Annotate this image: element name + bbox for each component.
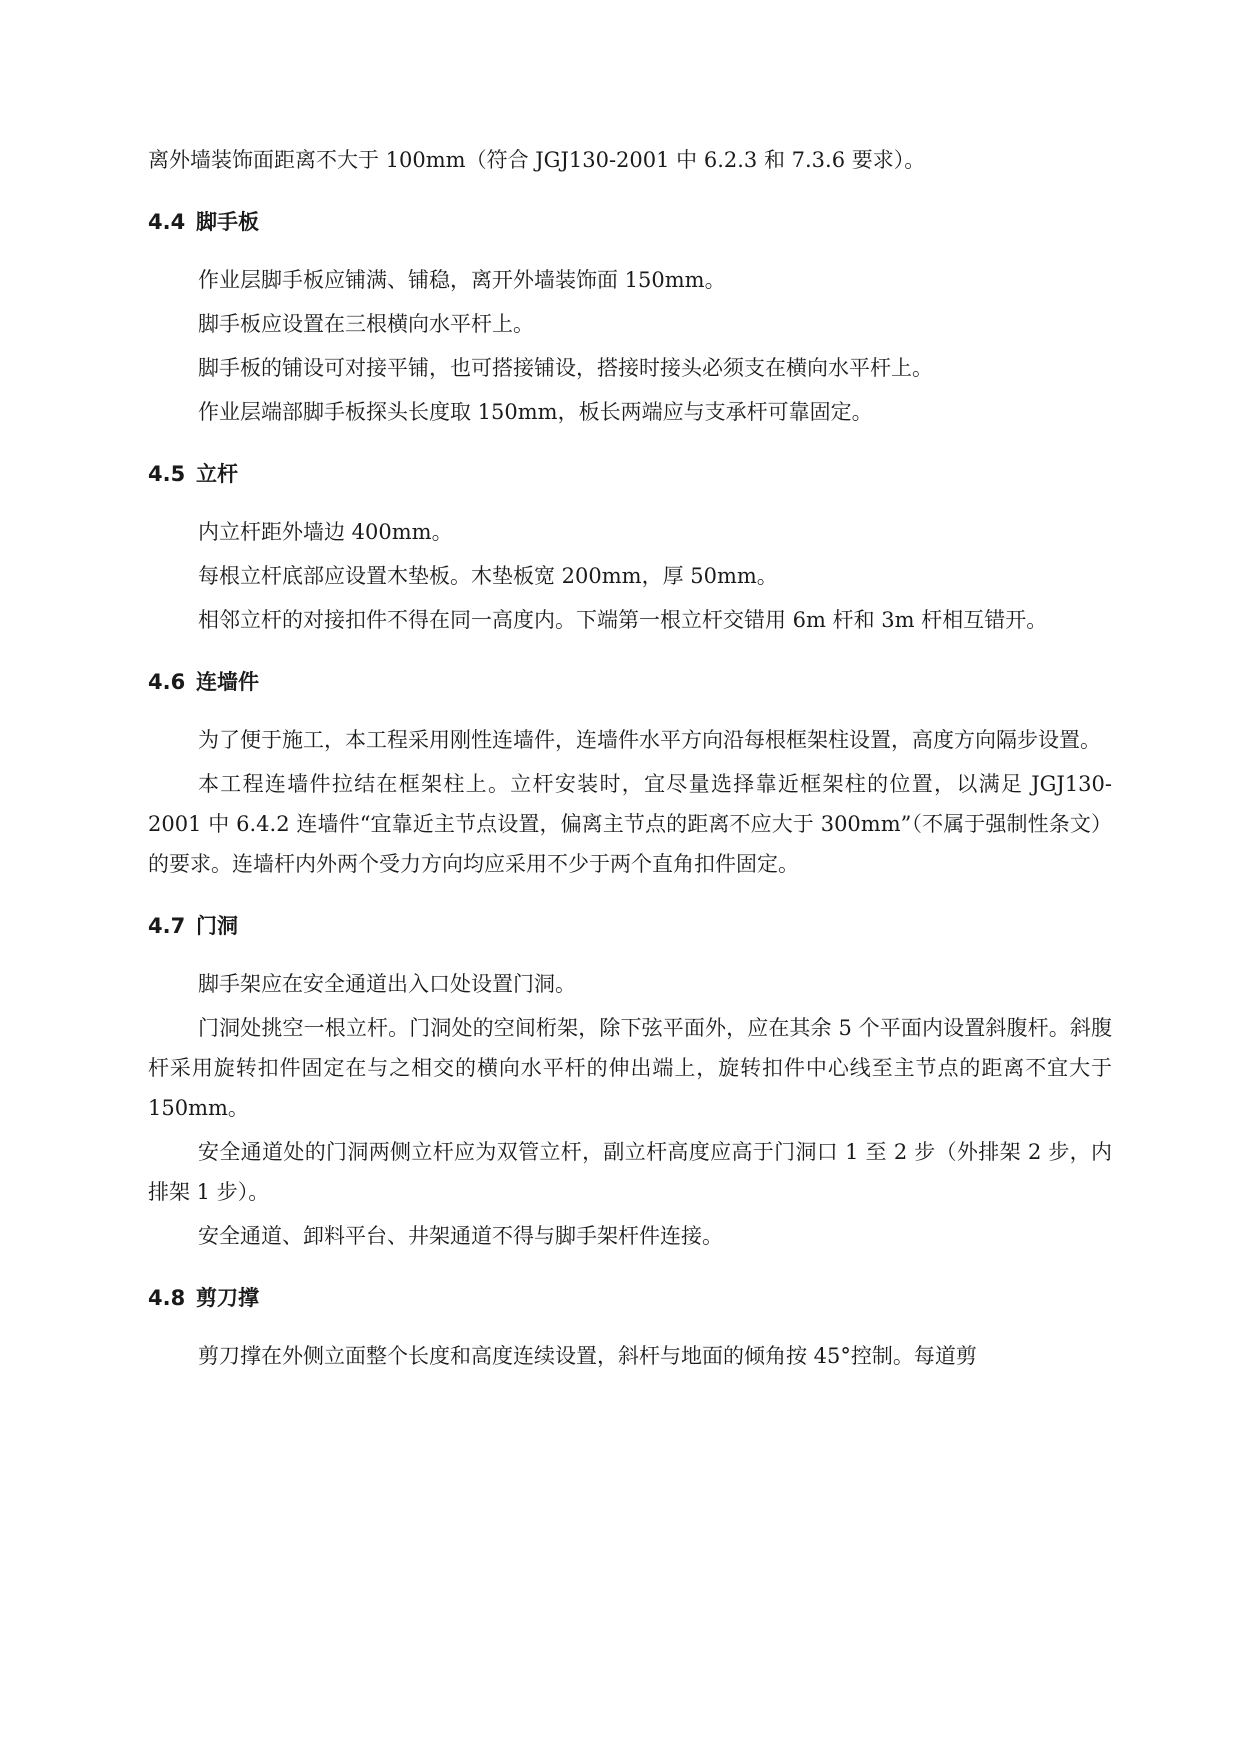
- section-number: 4.6: [148, 670, 186, 694]
- paragraph: 脚手板的铺设可对接平铺，也可搭接铺设，搭接时接头必须支在横向水平杆上。: [198, 356, 933, 380]
- paragraph: 剪刀撑在外侧立面整个长度和高度连续设置，斜杆与地面的倾角按 45°控制。每道剪: [198, 1344, 977, 1368]
- paragraph: 安全通道处的门洞两侧立杆应为双管立杆，副立杆高度应高于门洞口 1 至 2 步（外排架 2 步，内排架 1 步）。: [148, 1140, 1112, 1204]
- paragraph: 脚手架应在安全通道出入口处设置门洞。: [198, 972, 576, 996]
- document-page: [148, 140, 1112, 1376]
- section-number: 4.7: [148, 914, 186, 938]
- section-heading: [148, 906, 1112, 946]
- paragraph: 脚手板应设置在三根横向水平杆上。: [198, 312, 534, 336]
- section-title: 门洞: [196, 914, 238, 938]
- section-number: 4.4: [148, 210, 186, 234]
- section-heading: [148, 662, 1112, 702]
- section-4-5: [148, 454, 1112, 640]
- section-4-8: [148, 1278, 1112, 1376]
- paragraph: 相邻立杆的对接扣件不得在同一高度内。下端第一根立杆交错用 6m 杆和 3m 杆相互错开。: [198, 608, 1048, 632]
- paragraph: 安全通道、卸料平台、井架通道不得与脚手架杆件连接。: [198, 1224, 723, 1248]
- paragraph: 本工程连墙件拉结在框架柱上。立杆安装时，宜尽量选择靠近框架柱的位置，以满足 JGJ130-2001 中 6.4.2 连墙件“宜靠近主节点设置，偏离主节点的距离不应大于 300mm”（不属于强制性条文）的要求。连墙杆内外两个受力方向均应采用不少于两个直角扣件固定。: [148, 772, 1112, 876]
- section-title: 脚手板: [196, 210, 259, 234]
- section-title: 剪刀撑: [196, 1286, 259, 1310]
- section-heading: [148, 454, 1112, 494]
- paragraph: 作业层端部脚手板探头长度取 150mm，板长两端应与支承杆可靠固定。: [198, 400, 873, 424]
- section-title: 连墙件: [196, 670, 259, 694]
- section-heading: [148, 1278, 1112, 1318]
- section-4-7: [148, 906, 1112, 1256]
- paragraph: 每根立杆底部应设置木垫板。木垫板宽 200mm，厚 50mm。: [198, 564, 778, 588]
- section-number: 4.5: [148, 462, 186, 486]
- paragraph: 内立杆距外墙边 400mm。: [198, 520, 453, 544]
- section-4-6: [148, 662, 1112, 884]
- paragraph: 作业层脚手板应铺满、铺稳，离开外墙装饰面 150mm。: [198, 268, 726, 292]
- paragraph: 门洞处挑空一根立杆。门洞处的空间桁架，除下弦平面外，应在其余 5 个平面内设置斜腹杆。斜腹杆采用旋转扣件固定在与之相交的横向水平杆的伸出端上，旋转扣件中心线至主节点的距离不宜大于 150mm。: [148, 1016, 1112, 1120]
- section-4-4: [148, 202, 1112, 432]
- section-title: 立杆: [196, 462, 238, 486]
- intro-paragraph: 离外墙装饰面距离不大于 100mm（符合 JGJ130-2001 中 6.2.3 和 7.3.6 要求）。: [148, 148, 926, 172]
- section-heading: [148, 202, 1112, 242]
- section-number: 4.8: [148, 1286, 186, 1310]
- paragraph: 为了便于施工，本工程采用刚性连墙件，连墙件水平方向沿每根框架柱设置，高度方向隔步设置。: [198, 728, 1101, 752]
